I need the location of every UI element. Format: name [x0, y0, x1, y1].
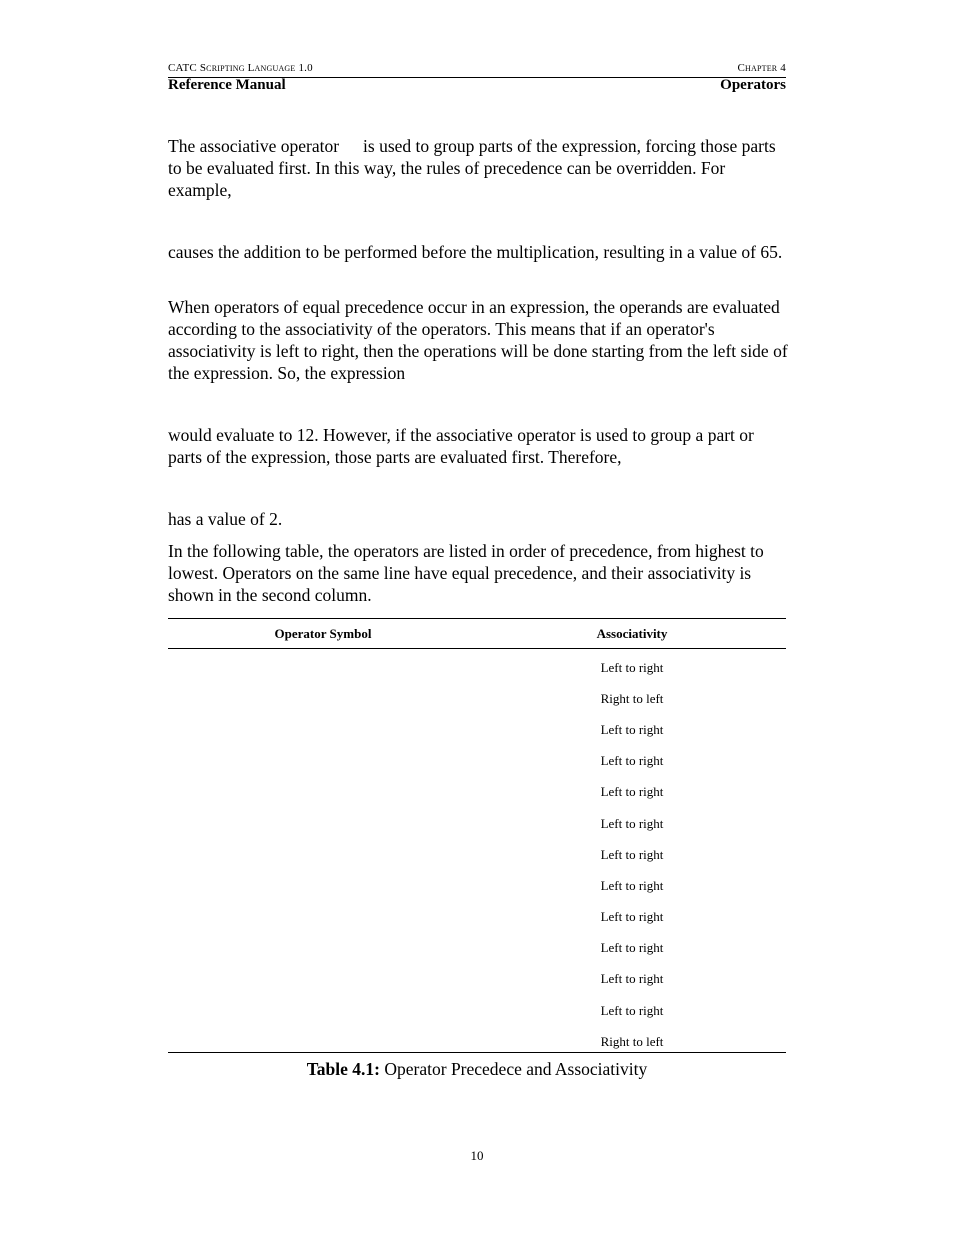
- table-bottom-rule: [168, 1052, 786, 1053]
- table-row: [168, 714, 786, 745]
- paragraph-text: is used to group parts of the expression, forcing those parts to be evaluated first. In this way, the rules of precedence can be overridden. For example,: [168, 136, 776, 200]
- caption-label: Table 4.1:: [306, 1059, 380, 1079]
- table-row: [168, 777, 786, 808]
- associativity-cell: Left to right: [600, 1002, 664, 1018]
- associativity-cell: Left to right: [600, 877, 664, 893]
- paragraph-table-intro: In the following table, the operators are listed in order of precedence, from highest to lowest. Operators on the same line have equal precedence, and their associativity is shown in the second column.: [168, 541, 764, 605]
- associativity-cell: Left to right: [600, 815, 664, 831]
- associativity-cell: Right to left: [600, 1033, 664, 1049]
- associativity-cell: Left to right: [600, 971, 664, 987]
- header-chapter-title: Operators: [720, 77, 786, 93]
- associativity-cell: Left to right: [600, 659, 664, 675]
- page-number: 10: [470, 1148, 484, 1163]
- caption-text: Operator Precedece and Associativity: [384, 1059, 648, 1079]
- table-row: [168, 870, 786, 901]
- associativity-cell: Left to right: [600, 784, 664, 800]
- table-body: [168, 649, 786, 1052]
- table-header-row: [168, 619, 786, 648]
- table-row: [168, 808, 786, 839]
- associativity-cell: Right to left: [600, 690, 664, 706]
- table-row: [168, 902, 786, 933]
- paragraph-equal-precedence: When operators of equal precedence occur in an expression, the operands are evaluated according to the associativity of the operators. This means that if an operator's associativity is left to right, then the operations will be done starting from the left side of the expression. So, the expression: [168, 297, 788, 383]
- header-chapter-number: Chapter 4: [737, 62, 786, 74]
- table-caption: [168, 1058, 786, 1080]
- table-row: [168, 933, 786, 964]
- column-header-associativity: Associativity: [596, 625, 668, 641]
- running-header: [168, 61, 786, 93]
- associativity-cell: Left to right: [600, 940, 664, 956]
- paragraph-text: The associative operator: [168, 136, 340, 156]
- paragraph-value-two: has a value of 2.: [168, 509, 283, 529]
- table-row: [168, 995, 786, 1026]
- associativity-cell: Left to right: [600, 909, 664, 925]
- table-row: [168, 746, 786, 777]
- associativity-cell: Left to right: [600, 753, 664, 769]
- column-header-operator-symbol: Operator Symbol: [274, 625, 372, 641]
- paragraph-evaluate-twelve: would evaluate to 12. However, if the associative operator is used to group a part or parts of the expression, those parts are evaluated first. Therefore,: [168, 425, 754, 467]
- associativity-cell: Left to right: [600, 846, 664, 862]
- table-row: [168, 839, 786, 870]
- header-document-title: CATC Scripting Language 1.0: [168, 62, 313, 74]
- associativity-cell: Left to right: [600, 721, 664, 737]
- table-row: [168, 652, 786, 683]
- table-row: [168, 683, 786, 714]
- paragraph-addition-result: causes the addition to be performed before the multiplication, resulting in a value of 65.: [168, 242, 783, 262]
- operator-precedence-table: [168, 618, 786, 1053]
- paragraph-associative-operator: [168, 135, 788, 201]
- header-manual-name: Reference Manual: [168, 77, 286, 93]
- table-row: [168, 964, 786, 995]
